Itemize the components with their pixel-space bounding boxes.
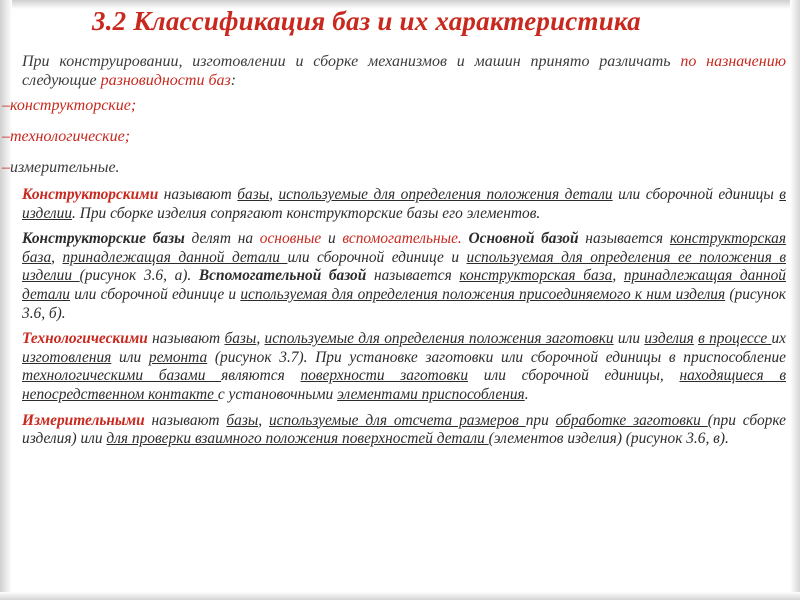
underlined-text: поверхности заготовки [300, 367, 469, 385]
text: . [524, 385, 529, 403]
text: или сборочной единице и [287, 248, 467, 266]
underlined-text: находящиеся в непосредственном контакте [22, 367, 786, 403]
text: называется [366, 267, 460, 285]
intro-text: : [230, 72, 237, 89]
intro-paragraph [22, 52, 786, 90]
list-item-text: технологические; [10, 128, 131, 145]
underlined-text: базы [224, 330, 257, 348]
underlined-text: в процессе [698, 330, 772, 348]
underlined-text: в изделии [22, 186, 786, 222]
underlined-text: элементами приспособления [337, 385, 525, 403]
highlight: вспомогательные. [342, 230, 462, 248]
text: и [321, 230, 343, 248]
underlined-text: используемая для определения положения присоединяемого к ним изделия [240, 285, 726, 303]
underlined-text: используемые для определения положения заготовки [264, 330, 614, 348]
underlined-text: принадлежащая данной детали [62, 248, 288, 266]
underlined-text: базы, [226, 411, 263, 429]
intro-text: следующие [22, 72, 101, 89]
term: Измерительными [22, 411, 145, 429]
underlined-text: используемые для определения положения детали [278, 186, 613, 203]
text [462, 230, 469, 247]
text: (рисунок 3.7). При установке заготовки или сборочной единицы в приспособление [207, 348, 786, 366]
text: их [771, 330, 787, 348]
underlined-text: технологическими базами [22, 367, 222, 385]
underlined-text: принадлежащая данной детали [22, 267, 787, 303]
list-item-text: измерительные. [10, 159, 120, 176]
text: (элементов изделия) (рисунок 3.6, в). [488, 430, 729, 448]
text: называют [158, 186, 238, 203]
underlined-text: обработке заготовки [555, 411, 708, 429]
text: . При сборке изделия сопрягают конструкторские базы его элементов. [72, 204, 541, 222]
underlined-text: изделия [644, 330, 694, 348]
text: являются [221, 367, 301, 385]
list-item [0, 96, 800, 116]
text: или сборочной единице и [70, 285, 241, 303]
underlined-text: базы [237, 186, 270, 203]
text: (при сборке изделия) или [22, 411, 786, 448]
text [262, 412, 269, 429]
text: или [613, 330, 645, 348]
term: Вспомогательной базой [198, 267, 367, 285]
highlight: основные [259, 230, 322, 248]
paragraph-design-bases [22, 186, 786, 223]
intro-highlight-purpose: по назначению [680, 53, 786, 70]
text: , [256, 330, 265, 348]
text: или сборочной единицы [612, 186, 780, 203]
text: с установочными [217, 385, 338, 403]
dash-bullet: – [2, 97, 10, 114]
list-item-text: конструкторские; [10, 97, 137, 114]
text: (рисунок 3.6, б). [22, 285, 787, 322]
term: Основной базой [468, 230, 579, 248]
term: Технологическими [22, 330, 148, 348]
dash-bullet: – [2, 128, 10, 145]
paragraph-measuring-bases [22, 412, 786, 449]
underlined-text: для проверки взаимного положения поверхностей детали [106, 430, 489, 448]
underlined-text: используемые для отсчета размеров [268, 411, 526, 429]
underlined-text: используемая для определения ее положения в изделии [22, 248, 786, 285]
underlined-text: ремонта [148, 348, 208, 366]
slide-title: 3.2 Классификация баз и их характеристика [92, 6, 641, 36]
text: называют [144, 411, 227, 429]
text: , [269, 186, 279, 203]
underlined-text: изготовления [22, 348, 112, 366]
base-types-list [0, 96, 800, 178]
term: Конструкторскими [22, 186, 159, 203]
text: , [612, 267, 624, 285]
bottom-edge-decoration [0, 592, 800, 600]
intro-highlight-types: разновидности баз [100, 72, 231, 89]
dash-bullet: – [2, 159, 10, 176]
list-item [0, 158, 800, 178]
text: называется [578, 230, 670, 248]
text: , [51, 248, 63, 266]
text: или [111, 348, 149, 366]
text: или сборочной единицы, [468, 367, 680, 385]
text: называют [147, 330, 225, 348]
paragraph-main-auxiliary-bases [22, 230, 786, 323]
underlined-text: конструкторская база [459, 267, 613, 285]
text: (рисунок 3.6, а). [79, 267, 199, 285]
term: Конструкторские базы [22, 230, 185, 248]
text: делят на [184, 230, 260, 248]
text: при [525, 411, 556, 429]
intro-text: При конструировании, изготовлении и сборке механизмов и машин принято различать [22, 53, 681, 70]
list-item [0, 127, 800, 147]
underlined-text: конструкторская база [22, 230, 787, 266]
slide-body [0, 52, 800, 456]
paragraph-technological-bases [22, 330, 786, 404]
